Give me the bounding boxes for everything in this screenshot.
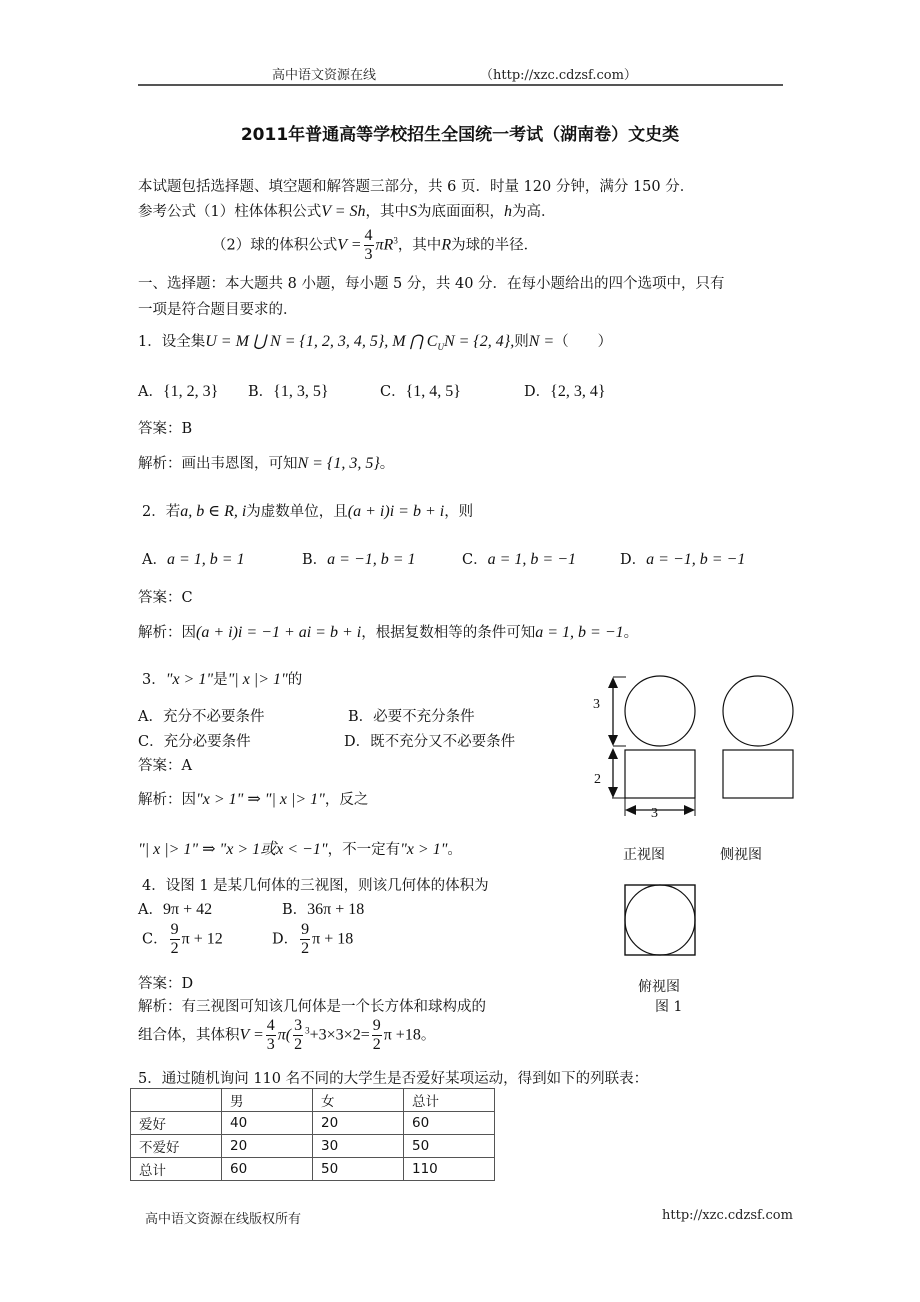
formula-1-text: ，其中 xyxy=(365,204,410,220)
option-value: 36π + 18 xyxy=(307,901,365,918)
table-cell: 不爱好 xyxy=(131,1135,222,1158)
dim-label-sphere: 3 xyxy=(593,697,600,712)
q1-paren: （ ） xyxy=(554,334,613,350)
figure-caption: 图 1 xyxy=(655,999,683,1015)
fraction xyxy=(266,1018,276,1053)
q1-prefix: 1．设全集 xyxy=(138,334,206,350)
table-cell: 爱好 xyxy=(131,1112,222,1135)
footer-copyright: 高中语文资源在线版权所有 xyxy=(145,1212,302,1227)
q3-prefix: 3． xyxy=(142,672,166,688)
question-3-stem xyxy=(142,668,302,689)
q2-mid: 为虚数单位，且 xyxy=(246,504,348,520)
front-view xyxy=(608,676,695,816)
q1-option-c[interactable] xyxy=(380,380,461,401)
formula-1-expr: V = Sh xyxy=(321,203,366,220)
q1-option-a[interactable] xyxy=(138,380,218,401)
top-view xyxy=(625,885,695,955)
table-row xyxy=(131,1158,495,1181)
q1-option-d[interactable] xyxy=(524,380,606,401)
dim-label-box-height: 2 xyxy=(594,772,601,787)
option-value: a = 1, b = −1 xyxy=(487,551,576,568)
question-1-stem xyxy=(138,330,612,352)
q1-N: N = xyxy=(528,333,555,350)
side-view xyxy=(723,676,793,798)
option-label: A． xyxy=(138,384,163,400)
table-header-cell: 女 xyxy=(313,1089,404,1112)
analysis-end: π +18 xyxy=(383,1026,421,1044)
option-label: B． xyxy=(248,384,274,400)
table-row xyxy=(131,1135,495,1158)
q1-sub: U xyxy=(437,341,444,352)
q2-math2: (a + i)i = b + i xyxy=(347,503,445,520)
fraction xyxy=(293,1018,303,1053)
numerator: 9 xyxy=(170,921,179,938)
q3-answer: 答案：A xyxy=(138,758,192,774)
formula-1-suffix: 为高． xyxy=(512,204,556,220)
formula-1-text2: 为底面面积， xyxy=(417,204,505,220)
denominator: 2 xyxy=(372,1036,381,1053)
side-view-sphere xyxy=(723,676,793,746)
numerator: 3 xyxy=(294,1017,303,1034)
intro-line: 本试题包括选择题、填空题和解答题三部分，共 6 页．时量 120 分钟，满分 150 分． xyxy=(138,179,695,195)
formula-2-piR: πR xyxy=(375,236,394,254)
numerator: 9 xyxy=(372,1017,381,1034)
table-cell: 20 xyxy=(222,1135,313,1158)
analysis-prefix: 解析：画出韦恩图，可知 xyxy=(138,456,298,472)
q4-option-b[interactable] xyxy=(282,898,364,919)
q4-option-c[interactable] xyxy=(142,922,223,957)
fraction xyxy=(372,1018,382,1053)
formula-1-S: S xyxy=(409,203,418,220)
table-cell: 50 xyxy=(313,1158,404,1181)
three-view-figure xyxy=(580,660,810,1020)
arrow-right-icon xyxy=(684,805,695,815)
option-label: D． xyxy=(524,384,551,400)
option-label: A． xyxy=(138,902,163,918)
contingency-table xyxy=(130,1088,495,1181)
dim-label-box-width: 3 xyxy=(651,806,658,821)
arrow-down-icon xyxy=(608,787,618,798)
table-header-cell: 总计 xyxy=(404,1089,495,1112)
analysis-mid: ，反之 xyxy=(324,792,369,808)
front-view-label: 正视图 xyxy=(623,847,665,863)
arrow-up-icon xyxy=(608,677,618,688)
q4-option-a[interactable] xyxy=(138,898,212,919)
table-cell: 20 xyxy=(313,1112,404,1135)
q3-option-c[interactable] xyxy=(138,730,251,751)
header-site-url[interactable]: （http://xzc.cdzsf.com） xyxy=(480,68,637,83)
analysis-mid: ，不一定有 xyxy=(327,842,401,858)
q2-suffix: ，则 xyxy=(444,504,474,520)
option-value: π + 18 xyxy=(312,930,354,948)
formula-2-R: R xyxy=(441,236,452,254)
question-5-stem: 5．通过随机询问 110 名不同的大学生是否爱好某项运动，得到如下的列联表： xyxy=(138,1071,649,1087)
formula-1-label: 参考公式（1）柱体体积公式 xyxy=(138,204,322,220)
table-cell: 总计 xyxy=(131,1158,222,1181)
q2-option-a[interactable] xyxy=(142,548,245,569)
q3-analysis xyxy=(138,788,368,809)
analysis-pi: π( xyxy=(277,1026,292,1044)
q3-suffix: 的 xyxy=(287,672,303,688)
option-value: {1, 3, 5} xyxy=(273,383,329,400)
analysis-suffix: 。 xyxy=(420,1027,436,1044)
q2-option-c[interactable] xyxy=(462,548,576,569)
q3-math: "x > 1" xyxy=(165,671,214,688)
option-label: C． xyxy=(142,931,168,948)
table-cell: 60 xyxy=(222,1158,313,1181)
top-view-sphere xyxy=(625,885,695,955)
table-cell: 50 xyxy=(404,1135,495,1158)
question-2-stem xyxy=(142,500,473,521)
option-label: B． xyxy=(302,552,328,568)
q4-option-d[interactable] xyxy=(272,922,353,957)
fraction xyxy=(300,922,310,957)
q1-analysis xyxy=(138,452,394,473)
formula-2-label: （2）球的体积公式 xyxy=(212,237,338,254)
analysis-math: "| x |> 1" ⇒ "x > 1或x < −1" xyxy=(138,841,328,858)
footer-url[interactable]: http://xzc.cdzsf.com xyxy=(662,1208,793,1223)
option-value: a = −1, b = 1 xyxy=(327,551,416,568)
q2-option-d[interactable] xyxy=(620,548,745,569)
page-title: 2011年普通高等学校招生全国统一考试（湖南卷）文史类 xyxy=(240,125,680,145)
fraction xyxy=(170,922,180,957)
q1-math2: N = {2, 4}, xyxy=(443,333,515,350)
formula-2 xyxy=(212,228,538,263)
table-cell: 110 xyxy=(404,1158,495,1181)
q3-option-a[interactable] xyxy=(138,705,264,726)
analysis-math: "x > 1" ⇒ "| x |> 1" xyxy=(196,791,325,808)
analysis-math: N = {1, 3, 5} xyxy=(297,455,380,472)
exponent: 3 xyxy=(393,235,398,246)
q3-mid: 是 xyxy=(213,672,228,688)
analysis-math2: "x > 1" xyxy=(400,841,448,858)
side-view-box xyxy=(723,750,793,798)
option-label: B． xyxy=(282,902,308,918)
header-divider xyxy=(138,84,783,86)
q2-math: a, b ∈ R, i xyxy=(180,503,247,520)
option-value: 既不充分又不必要条件 xyxy=(370,734,516,750)
option-value: {2, 3, 4} xyxy=(550,383,606,400)
option-label: C． xyxy=(138,734,164,750)
top-view-label: 俯视图 xyxy=(638,979,680,995)
table-row xyxy=(131,1112,495,1135)
option-label: D． xyxy=(344,734,371,750)
q1-math: U = M ⋃ N = {1, 2, 3, 4, 5}, M ⋂ C xyxy=(205,333,438,350)
arrow-left-icon xyxy=(625,805,636,815)
q2-prefix: 2．若 xyxy=(142,504,181,520)
numerator: 4 xyxy=(266,1017,275,1034)
numerator: 9 xyxy=(301,921,310,938)
option-value: a = 1, b = 1 xyxy=(166,551,245,568)
arrow-up-icon xyxy=(608,748,618,759)
formula-2-suffix: 为球的半径． xyxy=(451,237,539,254)
q4-analysis: 解析：有三视图可知该几何体是一个长方体和球构成的 xyxy=(138,999,486,1015)
side-view-label: 侧视图 xyxy=(720,847,762,863)
analysis-math: (a + i)i = −1 + ai = b + i xyxy=(196,624,362,641)
denominator: 2 xyxy=(301,940,310,957)
table-header-cell: 男 xyxy=(222,1089,313,1112)
q4-answer: 答案：D xyxy=(138,976,194,992)
q1-suffix: 则 xyxy=(514,334,529,350)
table-cell: 60 xyxy=(404,1112,495,1135)
section-heading-cont: 一项是符合题目要求的． xyxy=(138,302,298,318)
denominator: 3 xyxy=(364,246,373,263)
fraction xyxy=(364,228,374,263)
formula-1 xyxy=(138,200,556,221)
front-view-sphere xyxy=(625,676,695,746)
table-header-row xyxy=(131,1089,495,1112)
option-value: π + 12 xyxy=(181,930,223,948)
q2-option-b[interactable] xyxy=(302,548,416,569)
option-label: A． xyxy=(138,709,163,725)
option-value: 充分必要条件 xyxy=(163,734,251,750)
analysis-suffix: 。 xyxy=(379,456,395,472)
analysis-mid: ，根据复数相等的条件可知 xyxy=(361,625,536,641)
option-label: C． xyxy=(462,552,488,568)
section-heading: 一、选择题：本大题共 8 小题，每小题 5 分，共 40 分．在每小题给出的四个选项中，只有 xyxy=(138,276,725,292)
option-value: 9π + 42 xyxy=(162,901,213,918)
option-value: {1, 2, 3} xyxy=(162,383,219,400)
analysis-mid: +3×3×2= xyxy=(309,1026,370,1044)
analysis-suffix: 。 xyxy=(447,842,462,858)
denominator: 2 xyxy=(294,1036,303,1053)
option-label: D． xyxy=(272,931,299,948)
option-label: D． xyxy=(620,552,647,568)
analysis-V: V = xyxy=(239,1026,264,1044)
formula-1-h: h xyxy=(504,203,513,220)
q3-option-d[interactable] xyxy=(344,730,515,751)
q4-analysis-cont xyxy=(138,1018,435,1053)
denominator: 3 xyxy=(266,1036,275,1053)
analysis-prefix: 解析：因 xyxy=(138,792,196,808)
q1-answer: 答案：B xyxy=(138,421,193,437)
q1-option-b[interactable] xyxy=(248,380,329,401)
question-4-stem: 4．设图 1 是某几何体的三视图，则该几何体的体积为 xyxy=(142,878,489,894)
option-value: a = −1, b = −1 xyxy=(646,551,746,568)
option-value: 充分不必要条件 xyxy=(162,709,265,725)
table-cell: 30 xyxy=(313,1135,404,1158)
analysis-prefix: 解析：因 xyxy=(138,625,196,641)
exponent: 3 xyxy=(305,1025,310,1036)
option-label: C． xyxy=(380,384,406,400)
analysis-prefix: 组合体，其体积 xyxy=(138,1027,240,1044)
analysis-math2: a = 1, b = −1 xyxy=(535,624,624,641)
option-value: 必要不充分条件 xyxy=(373,709,475,725)
q3-math2: "| x |> 1" xyxy=(227,671,288,688)
q2-analysis xyxy=(138,621,638,642)
formula-2-V: V = xyxy=(337,236,362,254)
arrow-down-icon xyxy=(608,735,618,746)
option-label: A． xyxy=(142,552,167,568)
q3-analysis-cont xyxy=(138,836,462,859)
table-cell: 40 xyxy=(222,1112,313,1135)
table-header-cell xyxy=(131,1089,222,1112)
option-label: B． xyxy=(348,709,374,725)
option-value: {1, 4, 5} xyxy=(405,383,461,400)
q3-option-b[interactable] xyxy=(348,705,475,726)
numerator: 4 xyxy=(364,227,373,244)
denominator: 2 xyxy=(170,940,179,957)
formula-2-text: ，其中 xyxy=(397,237,442,254)
q2-answer: 答案：C xyxy=(138,590,193,606)
front-view-box xyxy=(625,750,695,798)
header-site-name: 高中语文资源在线 xyxy=(272,68,377,83)
analysis-suffix: 。 xyxy=(623,625,639,641)
